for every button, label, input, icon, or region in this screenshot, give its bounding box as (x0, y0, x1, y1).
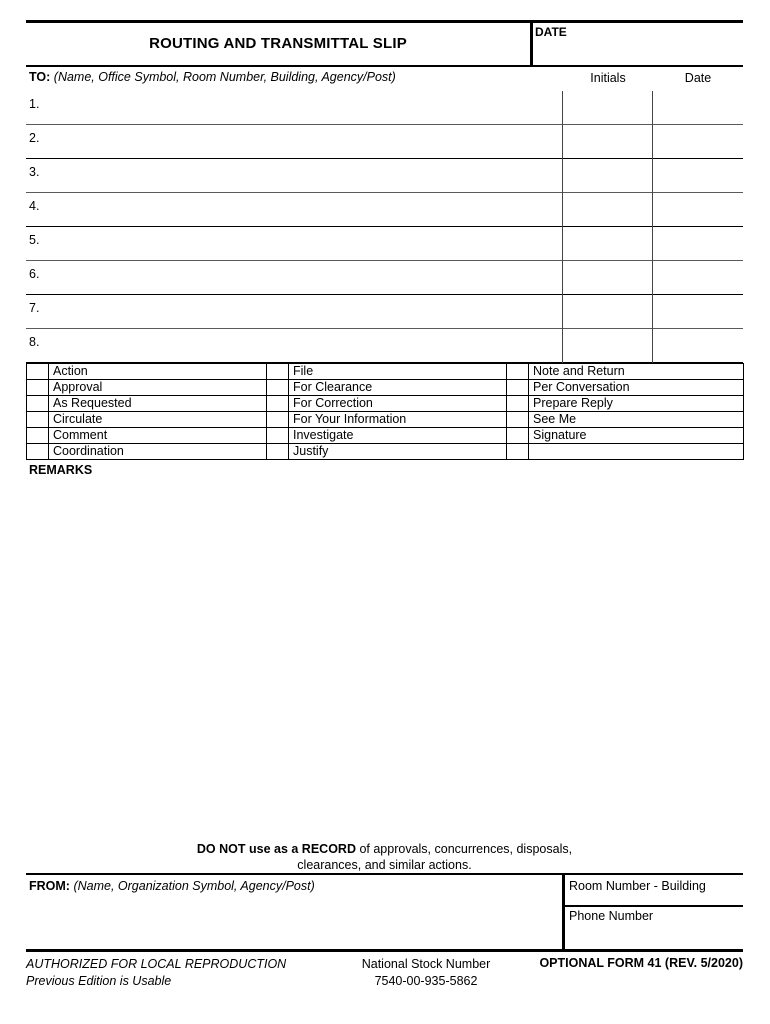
routing-initials-input[interactable] (563, 127, 651, 156)
action-label: Approval (49, 380, 267, 396)
action-checkbox[interactable] (507, 364, 529, 380)
action-label: File (289, 364, 507, 380)
notice-rest: of approvals, concurrences, disposals, (355, 842, 573, 856)
routing-date-input[interactable] (653, 161, 741, 190)
date-field-label: DATE (535, 25, 567, 39)
from-block (26, 875, 743, 949)
routing-date-input[interactable] (653, 195, 741, 224)
routing-row (26, 261, 743, 294)
action-checkbox[interactable] (27, 444, 49, 460)
action-label: Action (49, 364, 267, 380)
to-hint: (Name, Office Symbol, Room Number, Building, Agency/Post) (53, 70, 396, 84)
action-label: Justify (289, 444, 507, 460)
action-checkbox[interactable] (507, 428, 529, 444)
form-footer (26, 952, 743, 996)
action-checkbox[interactable] (267, 444, 289, 460)
routing-recipient-input[interactable] (48, 161, 558, 190)
page-title: ROUTING AND TRANSMITTAL SLIP (149, 35, 407, 52)
action-checkbox[interactable] (507, 444, 529, 460)
routing-initials-input[interactable] (563, 297, 651, 326)
column-header-initials: Initials (590, 71, 626, 85)
column-header-date: Date (684, 71, 712, 85)
action-row (27, 444, 744, 460)
phone-number-label: Phone Number (569, 909, 654, 923)
action-label: Circulate (49, 412, 267, 428)
from-label (29, 879, 315, 893)
authorized-line-2: Previous Edition is Usable (26, 974, 172, 988)
form-header-band (26, 23, 743, 65)
routing-row-number: 3. (29, 165, 40, 179)
from-column-divider (562, 875, 565, 949)
routing-row (26, 193, 743, 226)
authorized-line-1: AUTHORIZED FOR LOCAL REPRODUCTION (26, 957, 287, 971)
action-label: Coordination (49, 444, 267, 460)
action-checkbox[interactable] (27, 428, 49, 444)
routing-recipient-input[interactable] (48, 263, 558, 292)
action-checkbox[interactable] (267, 396, 289, 412)
notice-line-2: clearances, and similar actions. (297, 858, 472, 872)
routing-row-number: 6. (29, 267, 40, 281)
routing-row (26, 329, 743, 362)
action-label: Comment (49, 428, 267, 444)
routing-date-input[interactable] (653, 263, 741, 292)
action-checkbox[interactable] (27, 396, 49, 412)
routing-date-input[interactable] (653, 229, 741, 258)
action-row (27, 412, 744, 428)
routing-date-input[interactable] (653, 297, 741, 326)
action-checkbox[interactable] (507, 380, 529, 396)
from-hint: (Name, Organization Symbol, Agency/Post) (73, 879, 315, 893)
action-checkbox[interactable] (507, 412, 529, 428)
action-label: For Clearance (289, 380, 507, 396)
action-label: Per Conversation (529, 380, 744, 396)
routing-row-number: 5. (29, 233, 40, 247)
routing-row-number: 8. (29, 335, 40, 349)
routing-initials-input[interactable] (563, 229, 651, 258)
action-checkbox[interactable] (267, 380, 289, 396)
routing-row (26, 159, 743, 192)
routing-initials-input[interactable] (563, 195, 651, 224)
action-label: See Me (529, 412, 744, 428)
action-row (27, 396, 744, 412)
action-checkbox[interactable] (27, 412, 49, 428)
routing-initials-input[interactable] (563, 331, 651, 360)
action-label (529, 444, 744, 460)
routing-recipient-input[interactable] (48, 297, 558, 326)
action-checkbox[interactable] (267, 412, 289, 428)
routing-row (26, 125, 743, 158)
action-row (27, 364, 744, 380)
routing-rows (26, 91, 743, 363)
action-grid (26, 363, 743, 460)
routing-row (26, 91, 743, 124)
routing-recipient-input[interactable] (48, 93, 558, 122)
routing-row-number: 4. (29, 199, 40, 213)
routing-initials-input[interactable] (563, 93, 651, 122)
action-table (26, 363, 744, 460)
routing-initials-input[interactable] (563, 263, 651, 292)
routing-recipient-input[interactable] (48, 331, 558, 360)
action-label: For Your Information (289, 412, 507, 428)
to-header-band (26, 67, 743, 91)
action-checkbox[interactable] (267, 364, 289, 380)
nsn-value: 7540-00-935-5862 (374, 974, 478, 988)
action-checkbox[interactable] (27, 380, 49, 396)
do-not-use-notice (26, 841, 743, 873)
action-label: Note and Return (529, 364, 744, 380)
action-checkbox[interactable] (27, 364, 49, 380)
routing-row (26, 295, 743, 328)
action-table-body (27, 364, 744, 460)
nsn-label: National Stock Number (361, 957, 491, 971)
routing-date-input[interactable] (653, 93, 741, 122)
action-label: Prepare Reply (529, 396, 744, 412)
national-stock-number (326, 956, 526, 990)
room-number-label: Room Number - Building (569, 879, 706, 893)
notice-bold: DO NOT use as a RECORD (196, 842, 356, 856)
routing-recipient-input[interactable] (48, 195, 558, 224)
action-row (27, 380, 744, 396)
routing-row-number: 1. (29, 97, 40, 111)
routing-date-input[interactable] (653, 127, 741, 156)
action-label: Investigate (289, 428, 507, 444)
action-checkbox[interactable] (507, 396, 529, 412)
from-prefix: FROM: (29, 879, 70, 893)
action-row (27, 428, 744, 444)
routing-row-number: 2. (29, 131, 40, 145)
routing-recipient-input[interactable] (48, 229, 558, 258)
routing-transmittal-form (26, 20, 743, 996)
action-label: Signature (529, 428, 744, 444)
routing-recipient-input[interactable] (48, 127, 558, 156)
routing-date-input[interactable] (653, 331, 741, 360)
routing-initials-input[interactable] (563, 161, 651, 190)
routing-row (26, 227, 743, 260)
routing-row-number: 7. (29, 301, 40, 315)
action-checkbox[interactable] (267, 428, 289, 444)
action-label: As Requested (49, 396, 267, 412)
form-identifier: OPTIONAL FORM 41 (REV. 5/2020) (539, 956, 743, 970)
action-label: For Correction (289, 396, 507, 412)
to-label (29, 70, 396, 84)
authorized-reproduction-note (26, 956, 286, 990)
remarks-label: REMARKS (29, 463, 93, 477)
to-prefix: TO: (29, 70, 51, 84)
room-phone-separator (562, 905, 743, 907)
notice-line-1 (26, 841, 743, 857)
remarks-input-area[interactable] (26, 477, 743, 841)
date-column-divider (530, 23, 533, 65)
